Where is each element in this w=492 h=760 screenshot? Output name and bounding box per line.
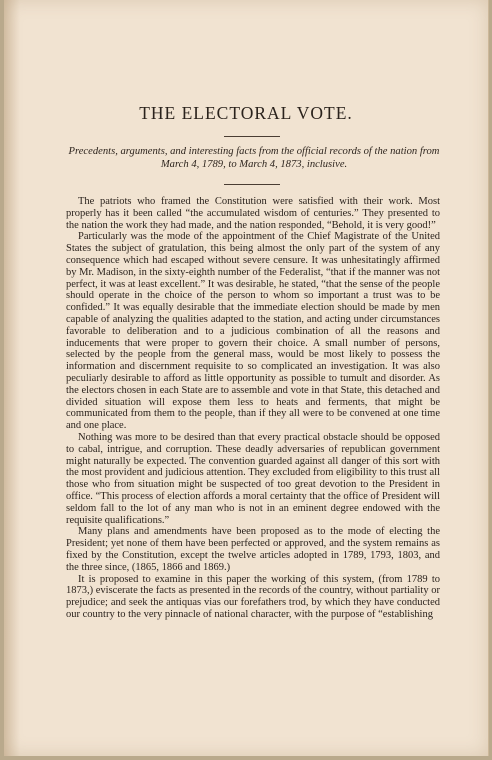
paragraph-1: The patriots who framed the Constitution were satisfied with their work. Most properly has it been called “the accumulated wisdom of centuries.” They presented to the nation the work they had made, and the nation responded, “Behold, it is very good!” [66, 196, 440, 231]
title-rule [224, 136, 280, 137]
paragraph-4: Many plans and amendments have been proposed as to the mode of electing the President; yet none of them have been perfected or approved, and the system remains as fixed by the Constitution, except the twelve articles adopted in 1789, 1793, 1803, and the three since, (1865, 1866 and 1869.) [66, 526, 440, 573]
document-page [4, 0, 489, 756]
body-text [66, 196, 440, 621]
document-subtitle: Precedents, arguments, and interesting facts from the official records of the nation from March 4, 1789, to March 4, 1873, inclusive. [68, 146, 440, 170]
subtitle-rule [224, 184, 280, 185]
paragraph-5: It is proposed to examine in this paper the working of this system, (from 1789 to 1873,) eviscerate the facts as presented in the records of the country, without partiality or prejudice; and seek the antiquas vias our forefathers trod, by which they have conducted our country to the very pinnacle of national character, with the purpose of “establishing [66, 573, 440, 620]
paragraph-2: Particularly was the mode of the appointment of the Chief Magistrate of the United States the subject of gratulation, this being almost the only part of the system of any consequence which had escaped without severe censure. It was unhesitatingly affirmed by Mr. Madison, in the sixty-eighth number of the Federalist, “that if the manner was not perfect, it was at least excellent.” It was desirable, he stated, “that the sense of the people should operate in the choice of the person to whom so important a trust was to be confided.” It was equally desirable that the immediate election should be made by men capable of analyzing the qualities adapted to the station, and acting under circumstances favorable to deliberation and to a judicious combination of all the reasons and inducements that were proper to govern their choice. A small number of persons, selected by the people from the general mass, would be most likely to possess the information and discernment requisite to so complicated an investigation. It was also peculiarly desirable to afford as little opportunity as possible to tumult and disorder. As the electors chosen in each State are to assemble and vote in that State, this detached and divided situation will expose them less to heats and ferments, that might be communicated from them to the people, than if they all were to be convened at one time and one place. [66, 231, 440, 432]
document-title: THE ELECTORAL VOTE. [139, 103, 353, 123]
paragraph-3: Nothing was more to be desired than that every practical obstacle should be opposed to cabal, intrigue, and corruption. These deadly adversaries of republican government might naturally be expected. The convention guarded against all danger of this sort with the most provident and judicious attention. They excluded from eligibility to this trust all those who from situation might be suspected of too great devotion to the President in office. “This process of election affords a moral certainty that the office of President will seldom fall to the lot of any man who is not in an eminent degree endowed with the requisite qualifications.” [66, 431, 440, 526]
